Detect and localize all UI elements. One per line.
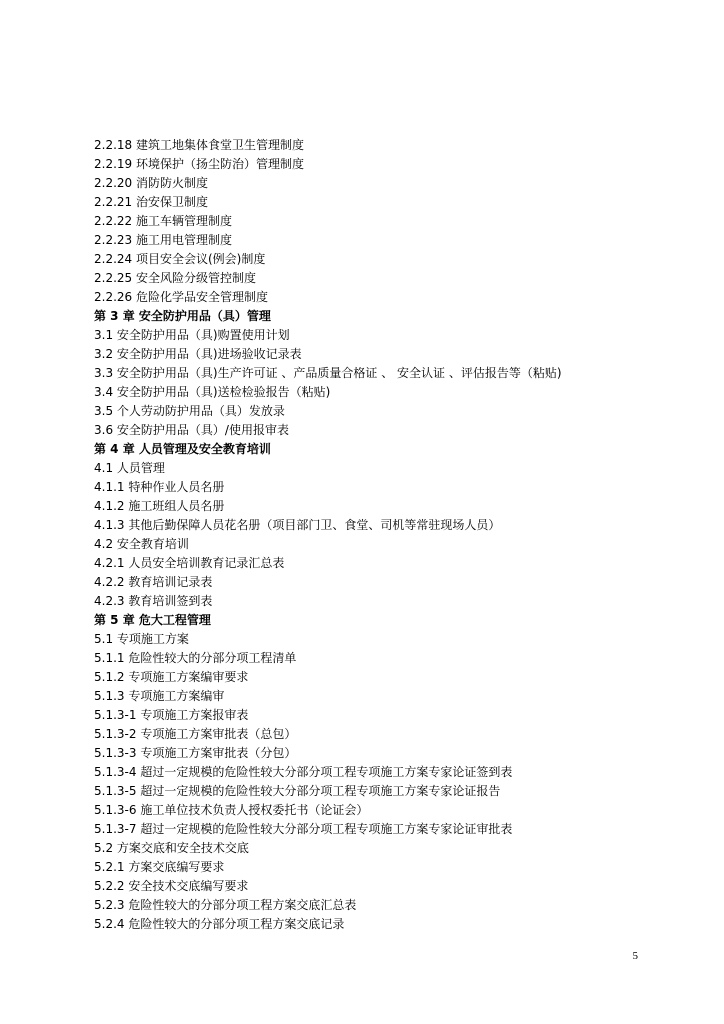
toc-entry: 4.1.3 其他后勤保障人员花名册（项目部门卫、食堂、司机等常驻现场人员） xyxy=(94,518,501,532)
toc-entry: 2.2.21 治安保卫制度 xyxy=(94,195,208,209)
toc-entry: 4.1 人员管理 xyxy=(94,461,165,475)
toc-entry: 2.2.26 危险化学品安全管理制度 xyxy=(94,290,268,304)
toc-entry: 5.2.1 方案交底编写要求 xyxy=(94,860,225,874)
toc-entry: 5.1 专项施工方案 xyxy=(94,632,189,646)
page-number: 5 xyxy=(632,950,638,962)
toc-entry: 3.3 安全防护用品（具)生产许可证 、产品质量合格证 、 安全认证 、评估报告等（粘贴) xyxy=(94,366,562,380)
chapter-heading: 第 3 章 安全防护用品（具）管理 xyxy=(94,309,271,323)
toc-entry: 2.2.24 项目安全会议(例会)制度 xyxy=(94,252,266,266)
chapter-heading: 第 5 章 危大工程管理 xyxy=(94,613,211,627)
toc-entry: 2.2.19 环境保护（扬尘防治）管理制度 xyxy=(94,157,304,171)
toc-entry: 5.1.3 专项施工方案编审 xyxy=(94,689,225,703)
toc-entry: 4.2 安全教育培训 xyxy=(94,537,189,551)
toc-entry: 2.2.22 施工车辆管理制度 xyxy=(94,214,232,228)
toc-entry: 4.1.2 施工班组人员名册 xyxy=(94,499,225,513)
toc-entry: 2.2.18 建筑工地集体食堂卫生管理制度 xyxy=(94,138,304,152)
toc-entry: 4.2.1 人员安全培训教育记录汇总表 xyxy=(94,556,285,570)
toc-entry: 5.2.3 危险性较大的分部分项工程方案交底汇总表 xyxy=(94,898,357,912)
toc-entry: 5.1.1 危险性较大的分部分项工程清单 xyxy=(94,651,297,665)
toc-entry: 5.1.3-5 超过一定规模的危险性较大分部分项工程专项施工方案专家论证报告 xyxy=(94,784,501,798)
toc-entry: 5.1.3-3 专项施工方案审批表（分包） xyxy=(94,746,297,760)
toc-entry: 5.2.2 安全技术交底编写要求 xyxy=(94,879,249,893)
toc-entry: 3.6 安全防护用品（具）/使用报审表 xyxy=(94,423,289,437)
toc-entry: 2.2.25 安全风险分级管控制度 xyxy=(94,271,256,285)
toc-entry: 5.1.3-2 专项施工方案审批表（总包） xyxy=(94,727,297,741)
toc-entry: 5.1.3-4 超过一定规模的危险性较大分部分项工程专项施工方案专家论证签到表 xyxy=(94,765,513,779)
toc-entry: 3.4 安全防护用品（具)送检检验报告（粘贴) xyxy=(94,385,331,399)
toc-entry: 5.1.3-7 超过一定规模的危险性较大分部分项工程专项施工方案专家论证审批表 xyxy=(94,822,513,836)
toc-entry: 3.1 安全防护用品（具)购置使用计划 xyxy=(94,328,290,342)
toc-entry: 2.2.23 施工用电管理制度 xyxy=(94,233,232,247)
toc-entry: 5.1.3-6 施工单位技术负责人授权委托书（论证会） xyxy=(94,803,369,817)
toc-entry: 2.2.20 消防防火制度 xyxy=(94,176,208,190)
toc-entry: 4.2.3 教育培训签到表 xyxy=(94,594,213,608)
toc-entry: 4.1.1 特种作业人员名册 xyxy=(94,480,225,494)
toc-entry: 5.1.2 专项施工方案编审要求 xyxy=(94,670,249,684)
toc-entry: 4.2.2 教育培训记录表 xyxy=(94,575,213,589)
toc-entry: 5.2.4 危险性较大的分部分项工程方案交底记录 xyxy=(94,917,345,931)
toc-entry: 5.1.3-1 专项施工方案报审表 xyxy=(94,708,249,722)
chapter-heading: 第 4 章 人员管理及安全教育培训 xyxy=(94,442,271,456)
toc-entry: 3.2 安全防护用品（具)进场验收记录表 xyxy=(94,347,302,361)
table-of-contents xyxy=(94,136,694,934)
toc-entry: 5.2 方案交底和安全技术交底 xyxy=(94,841,249,855)
toc-entry: 3.5 个人劳动防护用品（具）发放录 xyxy=(94,404,285,418)
